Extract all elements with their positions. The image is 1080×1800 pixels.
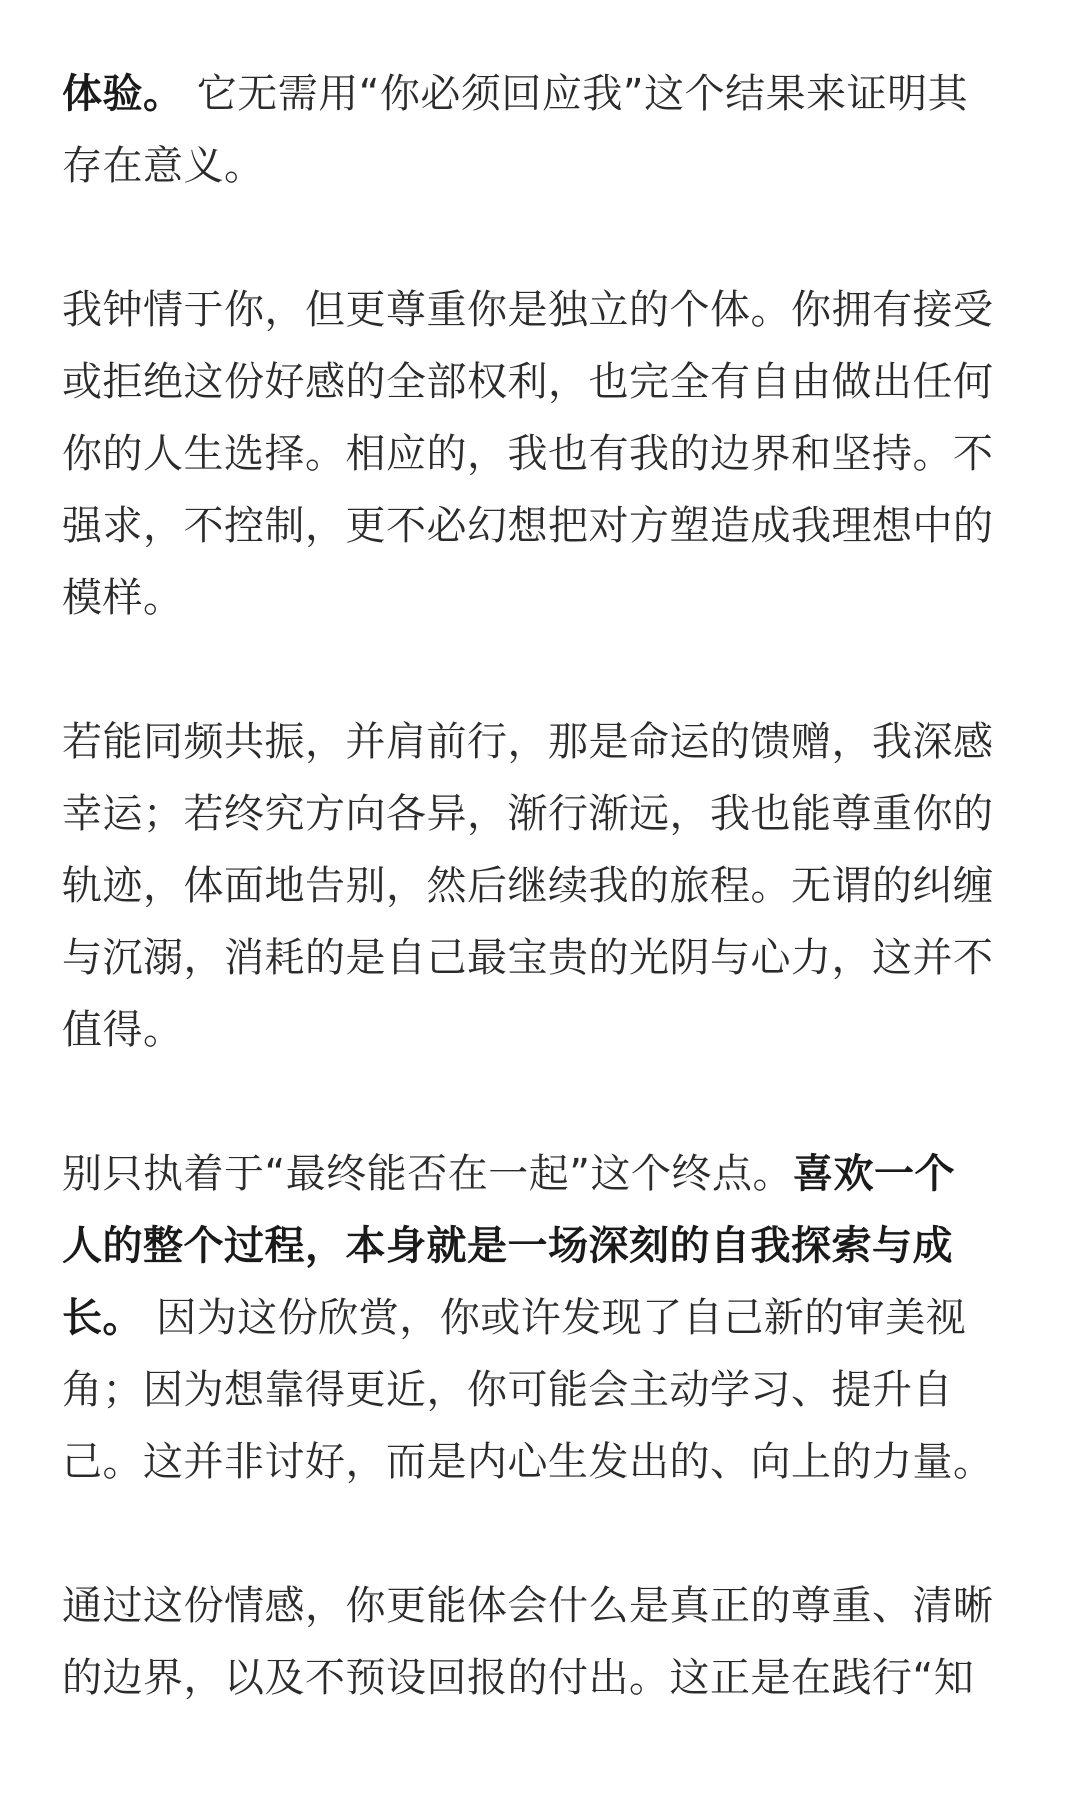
text-line xyxy=(62,130,1022,202)
text-run: 我钟情于你，但更尊重你是独立的个体。你拥有接受 xyxy=(62,287,994,333)
paragraph xyxy=(62,1138,1022,1498)
text-run: 存在意义。 xyxy=(62,143,265,189)
text-run: 轨迹，体面地告别，然后继续我的旅程。无谓的纠缠 xyxy=(62,863,994,909)
paragraph xyxy=(62,58,1022,202)
text-line xyxy=(62,1138,1022,1210)
text-line xyxy=(62,562,1022,634)
text-line xyxy=(62,850,1022,922)
text-line xyxy=(62,1354,1022,1426)
bold-text: 人的整个过程，本身就是一场深刻的自我探索与成 xyxy=(62,1223,953,1269)
paragraph xyxy=(62,1570,1022,1714)
text-run: 别只执着于“最终能否在一起”这个终点。 xyxy=(62,1151,793,1197)
bold-text: 体验。 xyxy=(62,71,184,117)
text-run: 通过这份情感，你更能体会什么是真正的尊重、清晰 xyxy=(62,1583,994,1629)
text-run: 强求，不控制，更不必幻想把对方塑造成我理想中的 xyxy=(62,503,994,549)
text-line xyxy=(62,1426,1022,1498)
text-run: 若能同频共振，并肩前行，那是命运的馈赠，我深感 xyxy=(62,719,994,765)
text-run: 因为这份欣赏，你或许发现了自己新的审美视 xyxy=(143,1295,967,1341)
text-line xyxy=(62,346,1022,418)
text-line xyxy=(62,922,1022,994)
text-run: 幸运；若终究方向各异，渐行渐远，我也能尊重你的 xyxy=(62,791,994,837)
text-line xyxy=(62,490,1022,562)
bold-text: 喜欢一个 xyxy=(792,1151,955,1197)
bold-text: 长。 xyxy=(62,1295,143,1341)
text-run: 值得。 xyxy=(62,1007,184,1053)
article-body xyxy=(62,58,1022,1786)
paragraph xyxy=(62,706,1022,1066)
text-run: 的边界，以及不预设回报的付出。这正是在践行“知 xyxy=(62,1655,975,1701)
text-line xyxy=(62,994,1022,1066)
text-line xyxy=(62,1642,1022,1714)
text-line xyxy=(62,706,1022,778)
text-run: 模样。 xyxy=(62,575,184,621)
text-run: 己。这并非讨好，而是内心生发出的、向上的力量。 xyxy=(62,1439,994,1485)
text-line xyxy=(62,1570,1022,1642)
text-run: 或拒绝这份好感的全部权利，也完全有自由做出任何 xyxy=(62,359,994,405)
text-run: 与沉溺，消耗的是自己最宝贵的光阴与心力，这并不 xyxy=(62,935,994,981)
text-run: 它无需用“你必须回应我”这个结果来证明其 xyxy=(183,71,969,117)
text-line xyxy=(62,1210,1022,1282)
text-line xyxy=(62,58,1022,130)
text-run: 你的人生选择。相应的，我也有我的边界和坚持。不 xyxy=(62,431,994,477)
text-line xyxy=(62,778,1022,850)
text-line xyxy=(62,274,1022,346)
text-line xyxy=(62,1282,1022,1354)
text-line xyxy=(62,418,1022,490)
paragraph xyxy=(62,274,1022,634)
text-run: 角；因为想靠得更近，你可能会主动学习、提升自 xyxy=(62,1367,953,1413)
